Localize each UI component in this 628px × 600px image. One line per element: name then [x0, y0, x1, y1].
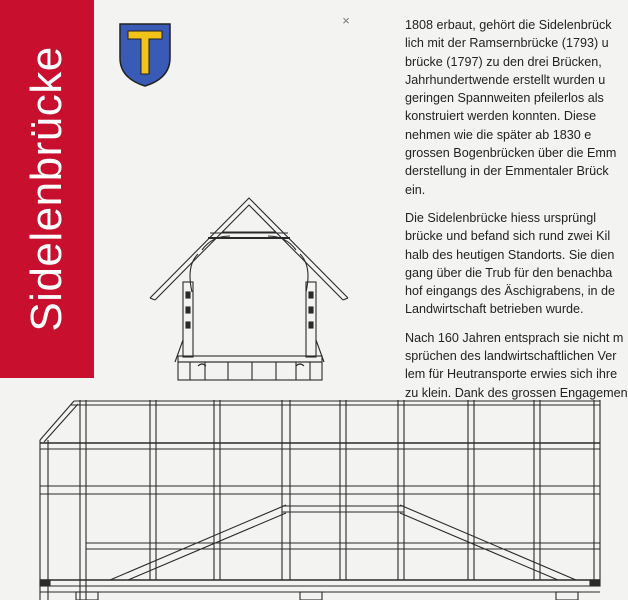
- bridge-cross-section: [150, 198, 348, 380]
- bridge-side-elevation: [40, 400, 600, 600]
- page-title: Sidelenbrücke: [22, 46, 71, 332]
- paragraph-3: Nach 160 Jahren entsprach sie nicht m sprüchen des landwirtschaftlichen Ver lem für Heutransporte erwies sich ihre zu klein. Dank des grossen Engagemen: [405, 330, 628, 400]
- close-icon[interactable]: ×: [342, 13, 350, 28]
- paragraph-2: Die Sidelenbrücke hiess ursprüngl brücke und befand sich rund zwei Kil halb des heutigen Standorts. Sie dien gang über die Trub für den benachba hof eingangs des Äschigrabens, in de Landwirtschaft betrieben wurde.: [405, 210, 616, 317]
- paragraph-1: 1808 erbaut, gehört die Sidelenbrück lich mit der Ramsernbrücke (1793) u brücke (1797) zu den drei Brücken, Jahrhundertwende erstellt wurden u geringen Spannweiten pfeilerlos als konstruiert werden konnten. Diese nehmen wie die später ab 1830 e grossen Bogenbrücken über die Emm derstellung in der Emmentaler Brück ein.: [405, 18, 617, 197]
